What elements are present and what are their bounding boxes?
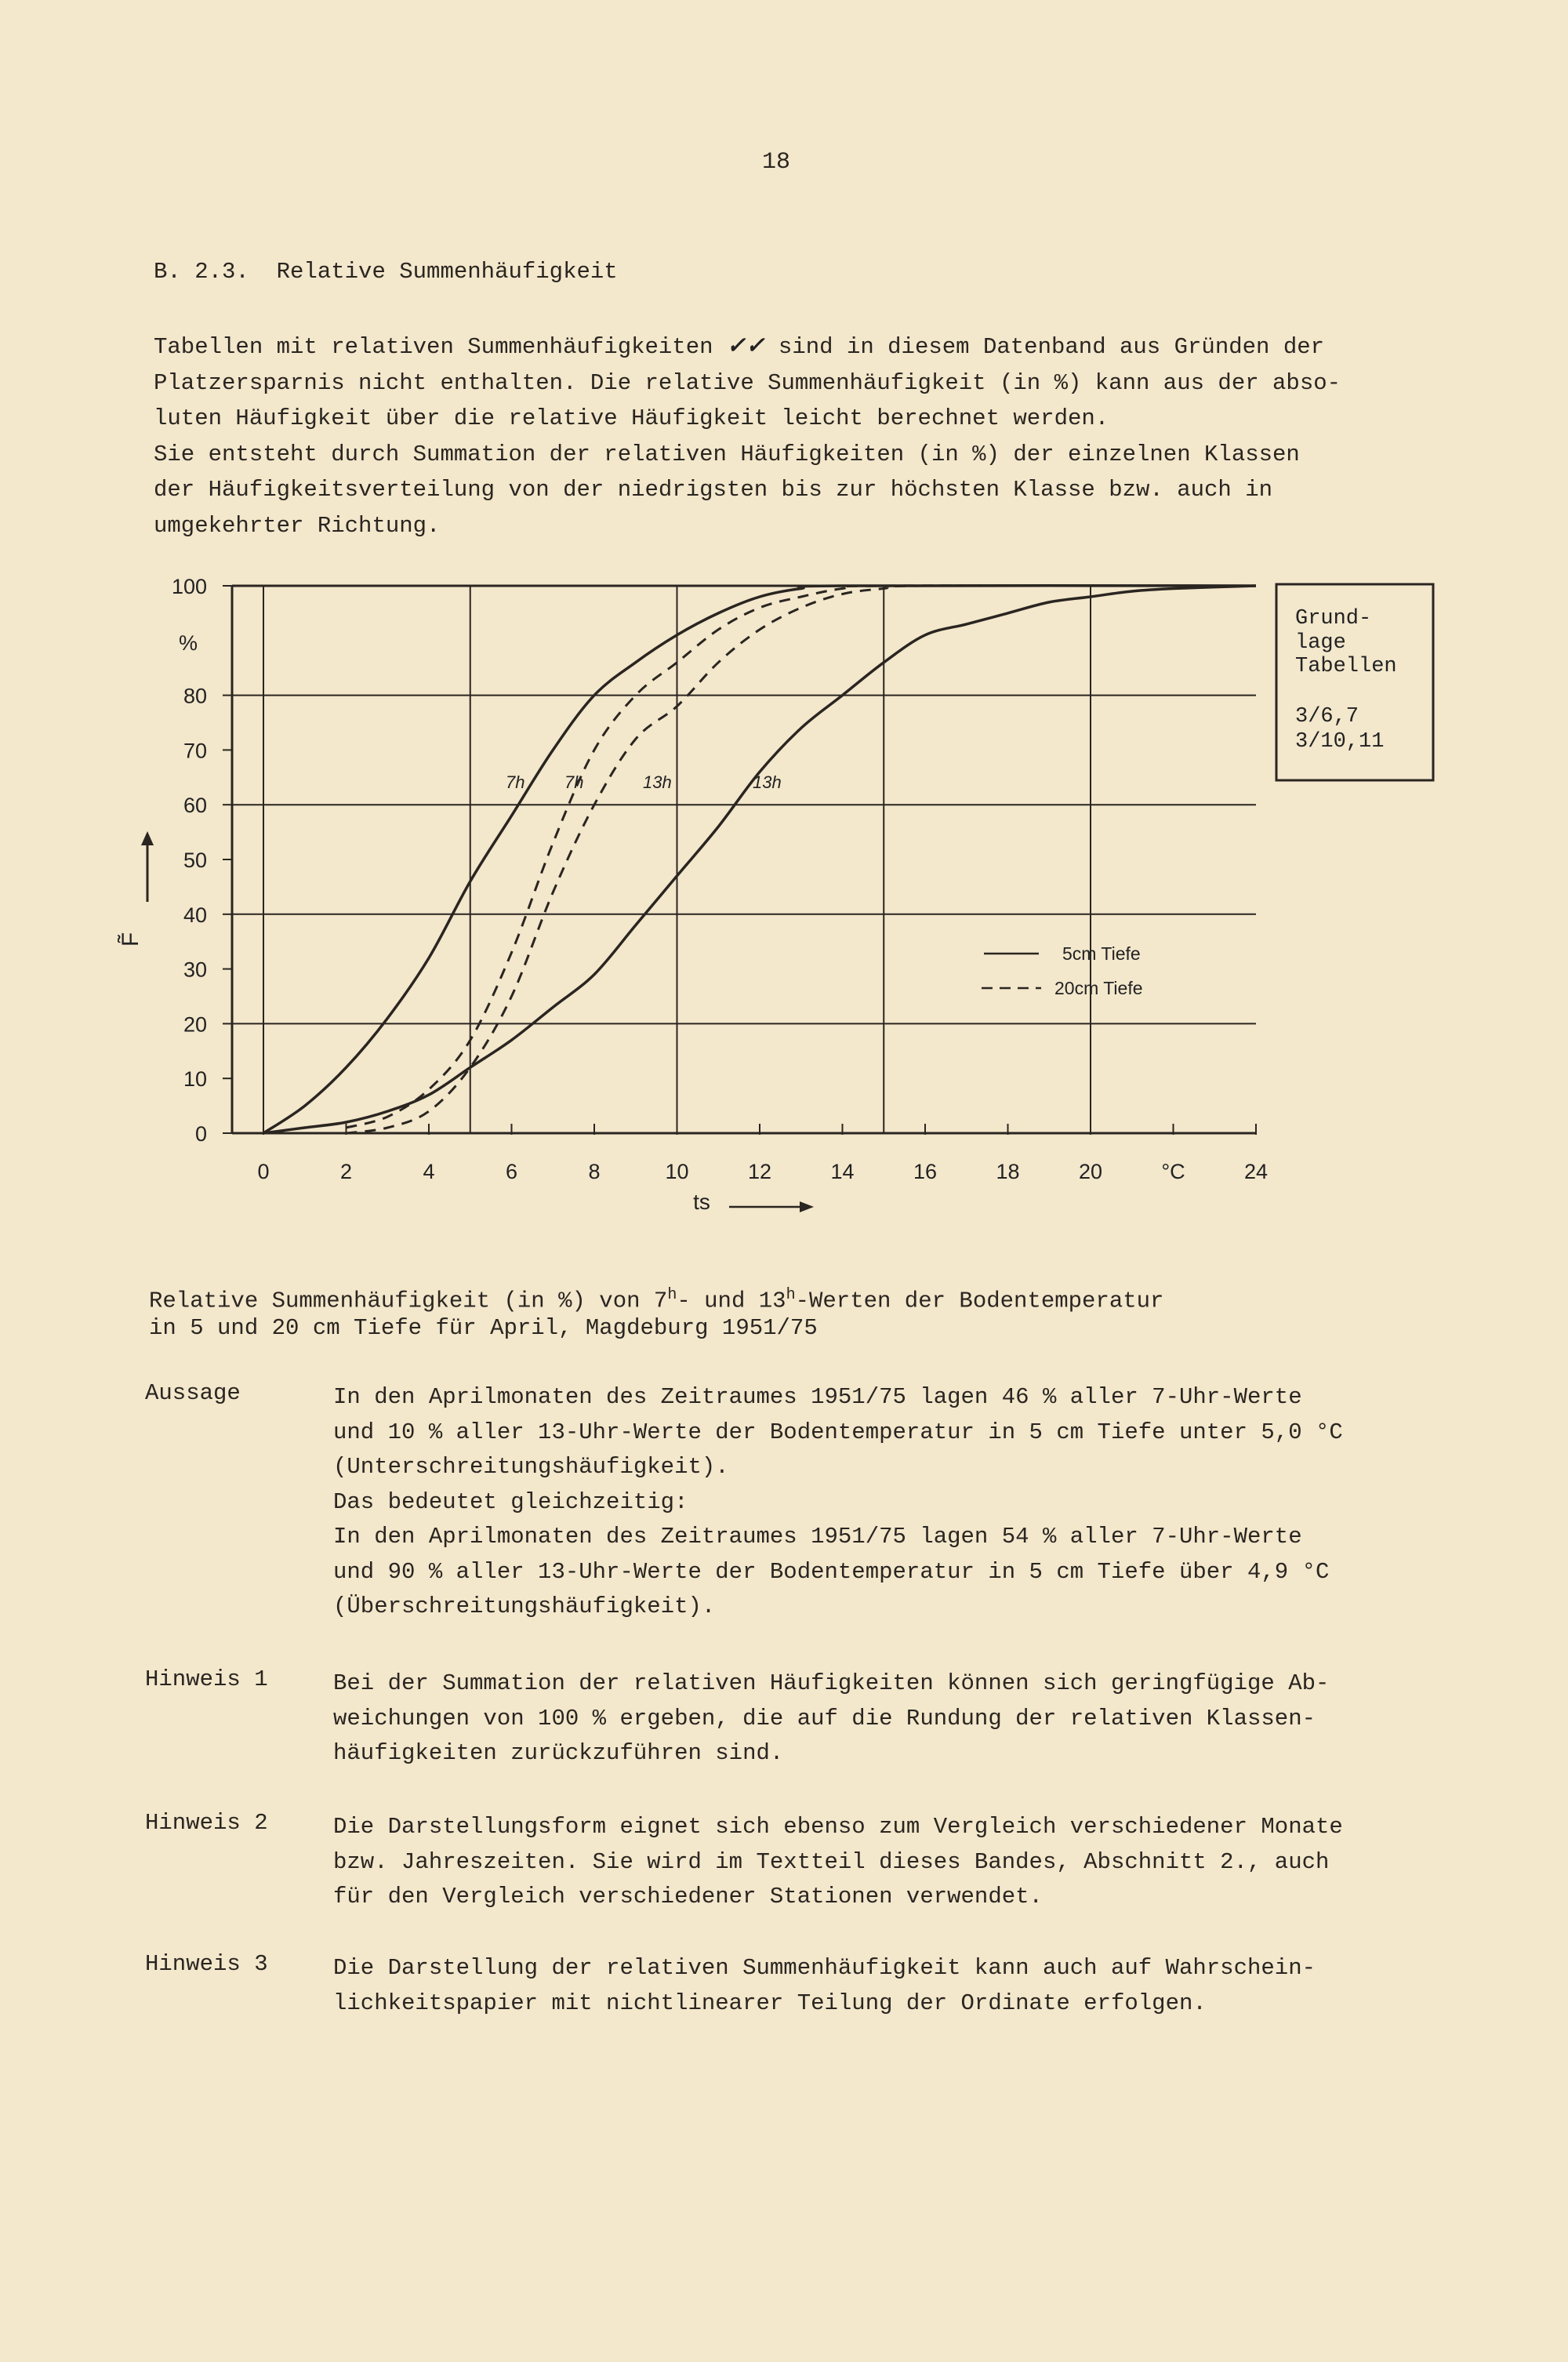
y-axis-arrowhead [141, 831, 154, 845]
curve-label: 7h [564, 772, 584, 792]
reference-box-line: Tabellen [1295, 655, 1397, 678]
x-tick-label: 4 [423, 1160, 435, 1183]
section-heading: B. 2.3. Relative Summenhäufigkeit [154, 259, 618, 285]
series-line-7h-5cm [263, 586, 1256, 1133]
x-tick-label: 6 [505, 1160, 518, 1183]
legend-label-5cm: 5cm Tiefe [1062, 943, 1141, 964]
reference-box-line: Grund- [1295, 607, 1372, 630]
y-tick-label: 30 [183, 958, 207, 982]
x-tick-label: 8 [588, 1160, 601, 1183]
chart-curves [263, 586, 1256, 1133]
y-tick-label: 80 [183, 684, 207, 708]
y-unit-label: % [178, 630, 198, 655]
x-tick-label: 0 [257, 1160, 270, 1183]
y-tick-label: 100 [171, 575, 207, 598]
intro-line: Sie entsteht durch Summation der relativen Häufigkeiten (in %) der einzelnen Klassen [154, 441, 1300, 467]
y-tick-label: 0 [194, 1122, 207, 1146]
reference-box-line: 3/10,11 [1295, 730, 1385, 754]
section-label: Hinweis 1 [145, 1666, 268, 1692]
y-tick-label: 40 [183, 903, 207, 927]
cumulative-frequency-chart [118, 565, 1450, 1247]
x-tick-label: 24 [1243, 1160, 1269, 1183]
section-label: Hinweis 3 [145, 1951, 268, 1977]
x-axis-arrowhead [800, 1201, 814, 1212]
y-axis-label: F̃ [118, 932, 143, 947]
section-text: Die Darstellung der relativen Summenhäufigkeit kann auch auf Wahrschein- lichkeitspapier mit nichtlinearer Teilung der Ordinate erfolgen. [333, 1955, 1316, 2016]
curve-label: 7h [506, 772, 525, 792]
x-tick-label: 12 [747, 1160, 772, 1183]
chart-grid [232, 586, 1256, 1133]
figure-caption: Relative Summenhäufigkeit (in %) von 7$^h$- und 13$^h$-Werten der Bodentemperatur in 5 und 20 cm Tiefe für April, Magdeburg 1951/75 [149, 1286, 1164, 1341]
section-text: Die Darstellungsform eignet sich ebenso zum Vergleich verschiedener Monate bzw. Jahreszeiten. Sie wird im Textteil dieses Bandes, Abschnitt 2., auch für den Vergleich verschiedener Stationen verwendet. [333, 1814, 1343, 1910]
y-tick-label: 60 [183, 794, 207, 818]
intro-line: luten Häufigkeit über die relative Häufigkeit leicht berechnet werden. [154, 405, 1109, 431]
intro-line: umgekehrter Richtung. [154, 512, 441, 539]
intro-line: Platzersparnis nicht enthalten. Die relative Summenhäufigkeit (in %) kann aus der abso- [154, 369, 1341, 396]
x-tick-label: 18 [996, 1160, 1020, 1183]
curve-label: 13h [643, 772, 672, 792]
x-tick-label: 2 [339, 1160, 353, 1183]
section-label: Hinweis 2 [145, 1810, 268, 1836]
y-tick-label: 50 [183, 849, 207, 872]
chart-axes [141, 584, 1433, 1212]
section-label: Aussage [145, 1380, 241, 1406]
x-tick-label: 16 [913, 1160, 938, 1183]
x-axis-label: ts [693, 1190, 710, 1214]
y-tick-label: 20 [183, 1012, 207, 1037]
series-line-13h-5cm [263, 586, 1256, 1133]
section-text: In den Aprilmonaten des Zeitraumes 1951/75 lagen 46 % aller 7-Uhr-Werte und 10 % aller 13-Uhr-Werte der Bodentemperatur in 5 cm Tiefe unter 5,0 °C (Unterschreitungshäufigkeit). Das bedeutet gleichzeitig: In den Aprilmonaten des Zeitraumes 1951/75 lagen 54 % aller 7-Uhr-Werte und 90 % aller 13-Uhr-Werte der Bodentemperatur in 5 cm Tiefe über 4,9 °C (Überschreitungshäufigkeit). [333, 1384, 1343, 1619]
handwritten-mark: ✓✓ [726, 334, 765, 360]
curve-label: 13h [753, 772, 782, 792]
section-text: Bei der Summation der relativen Häufigkeiten können sich geringfügige Ab- weichungen von 100 % ergeben, die auf die Rundung der relativen Klassen- häufigkeiten zurückzuführen sind. [333, 1670, 1330, 1766]
intro-paragraph [154, 329, 1424, 543]
chart-labels [118, 575, 1397, 1214]
y-tick-label: 70 [183, 739, 207, 763]
x-tick-label: 10 [665, 1160, 689, 1183]
series-line-7h-20cm [347, 586, 1257, 1128]
intro-line: der Häufigkeitsverteilung von der niedrigsten bis zur höchsten Klasse bzw. auch in [154, 477, 1273, 503]
intro-line: Tabellen mit relativen Summenhäufigkeiten ✓✓ sind in diesem Datenband aus Gründen der [154, 334, 1325, 360]
y-tick-label: 10 [183, 1067, 207, 1092]
page-number: 18 [762, 149, 791, 176]
legend-label-20cm: 20cm Tiefe [1054, 978, 1143, 998]
reference-box-line: 3/6,7 [1295, 705, 1359, 729]
x-tick-label: 14 [830, 1160, 855, 1183]
reference-box-line: lage [1295, 631, 1346, 655]
x-tick-label: 20 [1078, 1160, 1103, 1183]
x-tick-label: °C [1161, 1160, 1185, 1183]
